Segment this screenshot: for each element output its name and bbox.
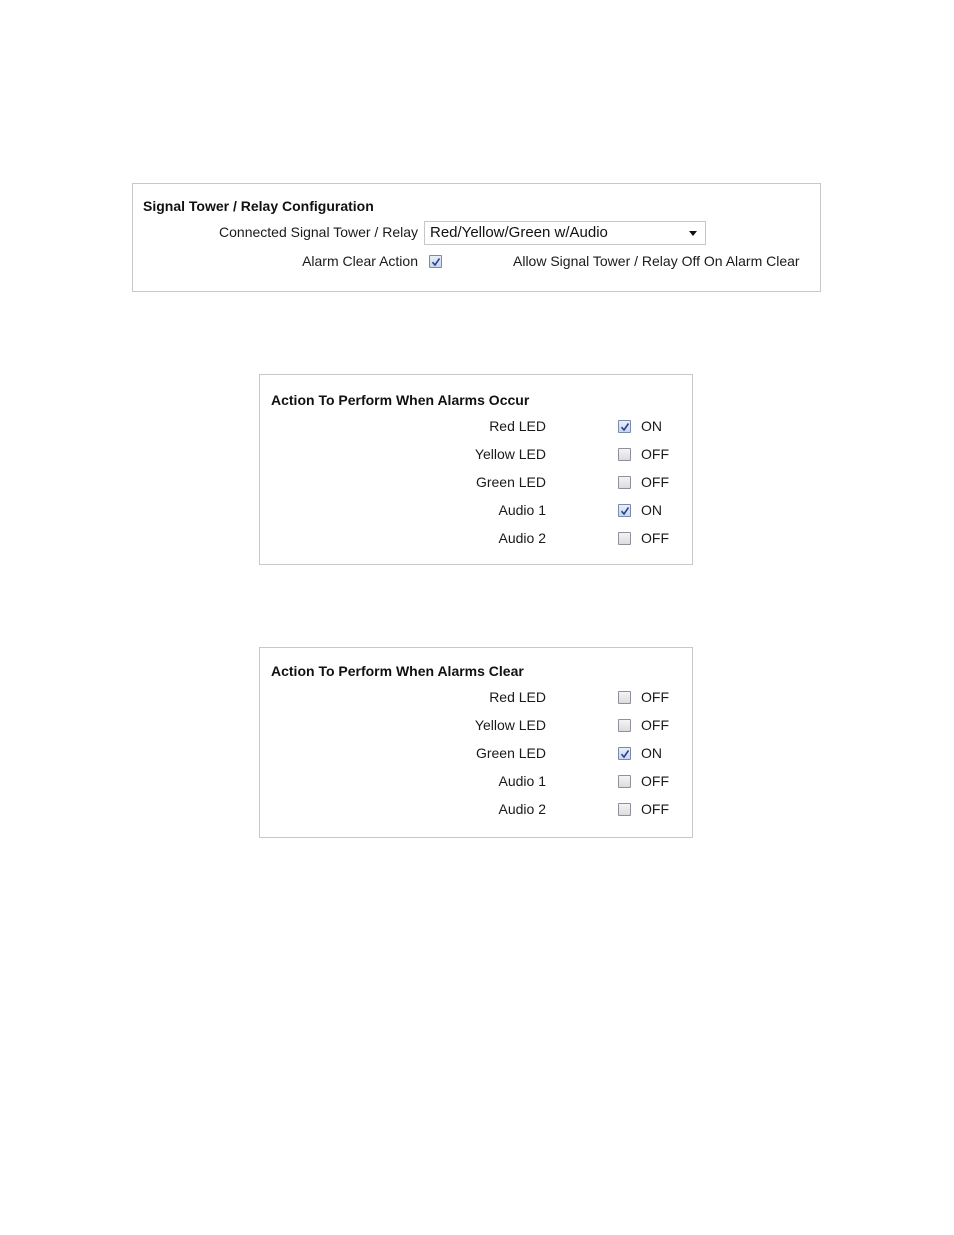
alarms-clear-title: Action To Perform When Alarms Clear — [271, 663, 524, 679]
alarms-clear-green-led-state: ON — [641, 745, 662, 761]
alarms-clear-yellow-led-checkbox[interactable] — [618, 719, 631, 732]
signal-tower-title: Signal Tower / Relay Configuration — [143, 198, 374, 214]
alarms-occur-yellow-led-label: Yellow LED — [474, 446, 546, 462]
alarms-occur-green-led-checkbox[interactable] — [618, 476, 631, 489]
alarms-occur-yellow-led-state: OFF — [641, 446, 669, 462]
alarms-occur-green-led-state: OFF — [641, 474, 669, 490]
connected-tower-value: Red/Yellow/Green w/Audio — [430, 224, 608, 241]
alarms-clear-green-led-checkbox[interactable] — [618, 747, 631, 760]
alarms-clear-audio-1-state: OFF — [641, 773, 669, 789]
signal-tower-panel — [132, 183, 821, 292]
alarms-occur-title: Action To Perform When Alarms Occur — [271, 392, 530, 408]
alarms-occur-audio-2-label: Audio 2 — [498, 530, 546, 546]
connected-tower-select[interactable] — [424, 221, 706, 245]
alarms-occur-audio-1-checkbox[interactable] — [618, 504, 631, 517]
checkmark-icon — [619, 748, 631, 760]
alarms-occur-red-led-checkbox[interactable] — [618, 420, 631, 433]
checkmark-icon — [430, 256, 442, 268]
alarms-clear-yellow-led-label: Yellow LED — [474, 717, 546, 733]
alarms-clear-audio-1-checkbox[interactable] — [618, 775, 631, 788]
alarms-occur-audio-2-checkbox[interactable] — [618, 532, 631, 545]
alarms-clear-audio-2-label: Audio 2 — [498, 801, 546, 817]
alarms-occur-audio-1-label: Audio 1 — [498, 502, 546, 518]
alarms-clear-red-led-checkbox[interactable] — [618, 691, 631, 704]
connected-tower-label: Connected Signal Tower / Relay — [219, 224, 418, 240]
alarms-occur-panel — [259, 374, 693, 565]
alarms-clear-red-led-state: OFF — [641, 689, 669, 705]
alarms-clear-panel — [259, 647, 693, 838]
alarms-clear-audio-1-label: Audio 1 — [498, 773, 546, 789]
alarms-clear-audio-2-checkbox[interactable] — [618, 803, 631, 816]
alarm-clear-action-checkbox[interactable] — [429, 255, 442, 268]
alarm-clear-description: Allow Signal Tower / Relay Off On Alarm Clear — [513, 253, 800, 269]
chevron-down-icon — [689, 231, 697, 236]
alarms-occur-audio-2-state: OFF — [641, 530, 669, 546]
alarms-clear-yellow-led-state: OFF — [641, 717, 669, 733]
alarms-occur-green-led-label: Green LED — [475, 474, 546, 490]
checkmark-icon — [619, 421, 631, 433]
alarms-clear-green-led-label: Green LED — [475, 745, 546, 761]
checkmark-icon — [619, 505, 631, 517]
alarms-occur-red-led-state: ON — [641, 418, 662, 434]
alarms-occur-audio-1-state: ON — [641, 502, 662, 518]
alarm-clear-action-label: Alarm Clear Action — [302, 253, 418, 269]
alarms-clear-red-led-label: Red LED — [489, 689, 546, 705]
alarms-occur-red-led-label: Red LED — [489, 418, 546, 434]
alarms-clear-audio-2-state: OFF — [641, 801, 669, 817]
alarms-occur-yellow-led-checkbox[interactable] — [618, 448, 631, 461]
